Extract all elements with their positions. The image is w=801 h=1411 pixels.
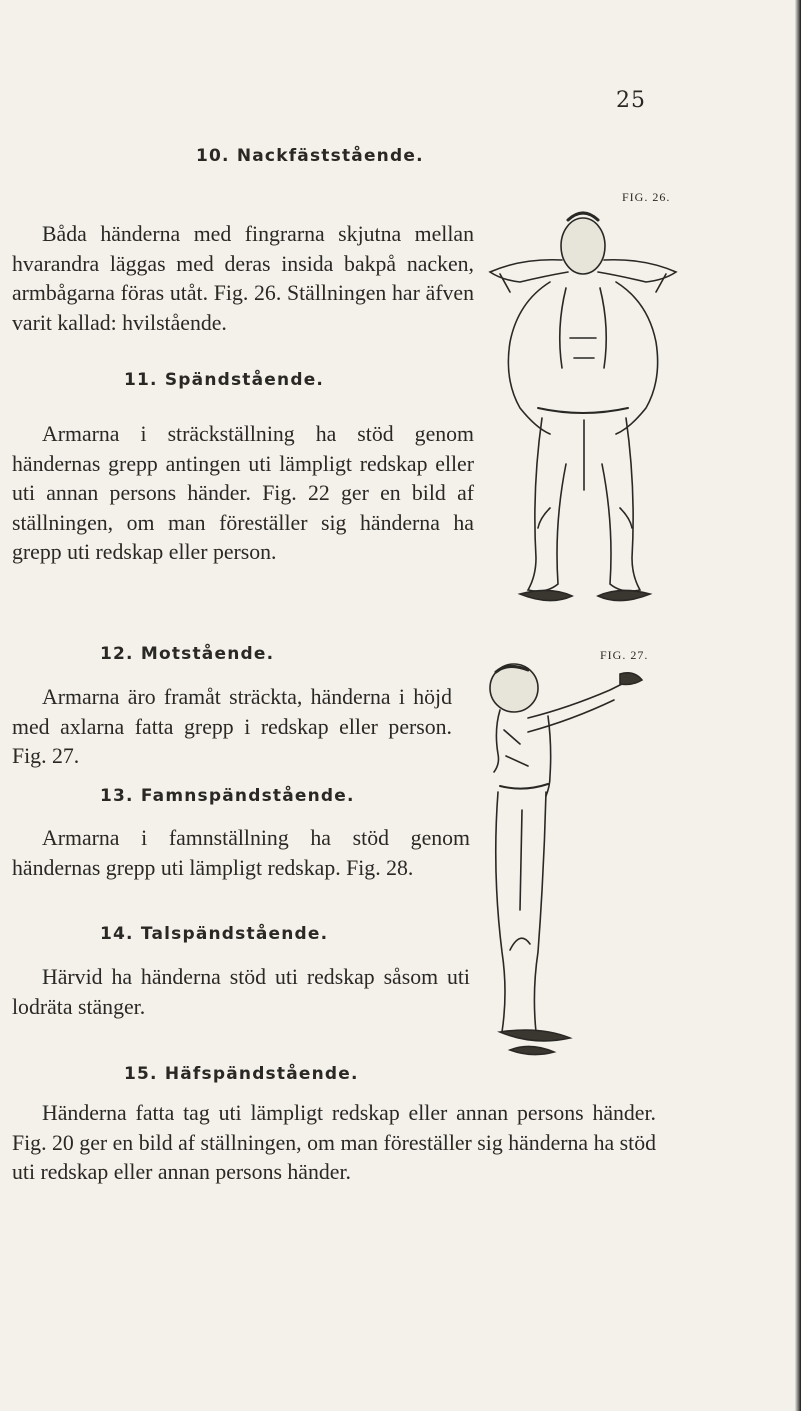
figure-27-illustration <box>470 660 660 1062</box>
section-text-14: Härvid ha händerna stöd uti redskap såsom uti lodräta stänger. <box>12 965 470 1019</box>
section-heading-12: 12. Motstående. <box>100 644 275 664</box>
page-number: 25 <box>616 88 646 113</box>
section-text-13: Armarna i famnställning ha stöd genom händernas grepp uti lämpligt redskap. Fig. 28. <box>12 826 470 880</box>
section-text-11: Armarna i sträckställning ha stöd genom händernas grepp antingen uti lämpligt redskap eller uti annan persons händer. Fig. 22 ger en bild af ställningen, om man föreställer sig händerna ha grepp uti redskap eller person. <box>12 422 474 564</box>
section-text-10: Båda händerna med fingrarna skjutna mellan hvarandra läggas med deras insida bakpå nacken, armbågarna föras utåt. Fig. 26. Ställningen har äfven varit kallad: hvilstående. <box>12 222 474 335</box>
section-text-12: Armarna äro framåt sträckta, händerna i höjd med axlarna fatta grepp i redskap eller person. Fig. 27. <box>12 685 452 768</box>
figure-27-caption: FIG. 27. <box>600 648 649 662</box>
section-heading-11: 11. Spändstående. <box>124 370 325 390</box>
section-heading-10: 10. Nackfäststående. <box>196 146 424 166</box>
page-edge-shadow <box>795 0 801 1411</box>
section-text-15: Händerna fatta tag uti lämpligt redskap eller annan persons händer. Fig. 20 ger en bild af ställningen, om man föreställer sig händerna ha stöd uti redskap eller annan persons händer. <box>12 1101 656 1184</box>
section-heading-15: 15. Häfspändstående. <box>124 1064 359 1084</box>
figure-26-illustration <box>480 198 690 608</box>
section-heading-13: 13. Famnspändstående. <box>100 786 355 806</box>
section-heading-14: 14. Talspändstående. <box>100 924 329 944</box>
figure-26-caption: FIG. 26. <box>622 190 671 204</box>
